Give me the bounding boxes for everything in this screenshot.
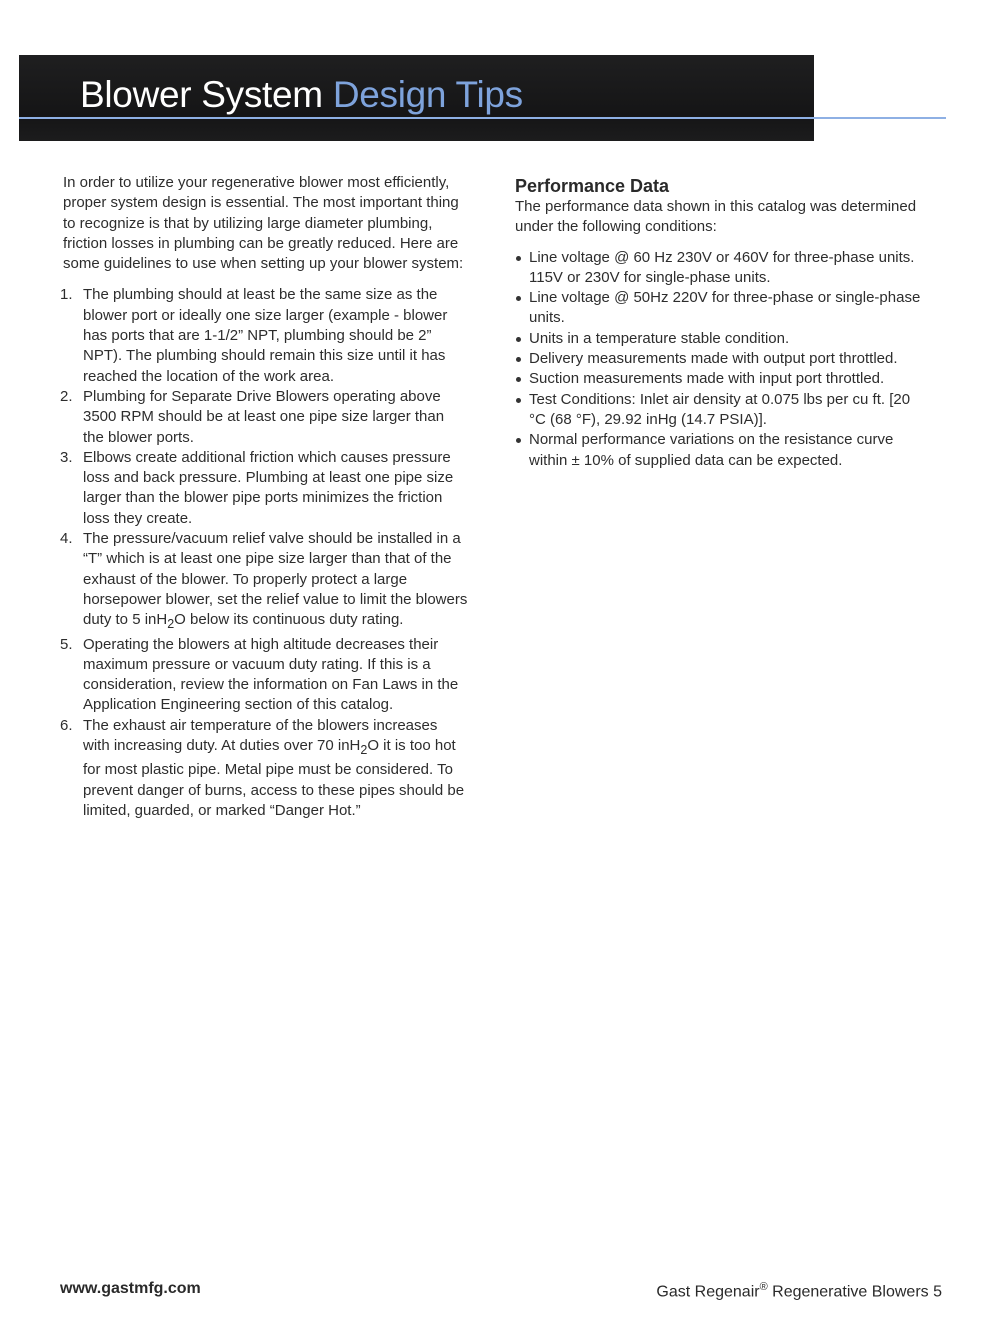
design-tips-column xyxy=(60,173,468,821)
condition-item xyxy=(515,349,925,369)
guideline-number: 2. xyxy=(60,387,73,405)
performance-intro: The performance data shown in this catalog was determined under the following conditions: xyxy=(515,198,917,236)
guideline-number: 6. xyxy=(60,716,73,734)
condition-text: Line voltage @ 50Hz 220V for three-phase or single-phase units. xyxy=(529,289,921,327)
footer-brand xyxy=(656,1281,942,1301)
performance-heading: Performance Data xyxy=(515,176,670,196)
guideline-text-cont: O it is too hot for most plastic pipe. Metal pipe must be considered. To prevent danger of burns, access to these pipes should be limited, guarded, or marked “Danger Hot.” xyxy=(83,737,465,819)
guideline-number: 4. xyxy=(60,530,73,548)
condition-item xyxy=(515,430,925,471)
subscript: 2 xyxy=(360,743,368,758)
guideline-item xyxy=(60,716,468,821)
intro-paragraph: In order to utilize your regenerative blower most efficiently, proper system design is essential. The most important thing to recognize is that by utilizing large diameter plumbing, friction losses in plumbing can be greatly reduced. Here are some guidelines to use when setting up your blower system: xyxy=(63,174,464,273)
condition-text: Suction measurements made with input port throttled. xyxy=(529,370,885,388)
guideline-text: Plumbing for Separate Drive Blowers operating above 3500 RPM should be at least one pipe size larger than the blower ports. xyxy=(83,387,445,446)
guideline-number: 3. xyxy=(60,448,73,466)
guideline-text: The pressure/vacuum relief valve should be installed in a “T” which is at least one pipe size larger than that of the exhaust of the blower. To properly protect a large horsepower blower, set the relief value to limit the blowers duty to 5 inH xyxy=(83,530,468,629)
bullet-icon xyxy=(516,337,521,342)
bullet-icon xyxy=(516,357,521,362)
footer-brand-name: Gast Regenair xyxy=(656,1283,760,1301)
condition-item xyxy=(515,369,925,389)
bullet-icon xyxy=(516,256,521,261)
conditions-list xyxy=(515,248,925,471)
condition-text: Units in a temperature stable condition. xyxy=(529,329,790,347)
guidelines-list xyxy=(60,285,468,821)
guideline-item xyxy=(60,387,468,448)
condition-text: Line voltage @ 60 Hz 230V or 460V for three-phase units. 115V or 230V for single-phase units. xyxy=(529,248,915,286)
performance-column xyxy=(515,175,925,471)
condition-text: Delivery measurements made with output port throttled. xyxy=(529,350,898,368)
footer-page-label: Regenerative Blowers 5 xyxy=(767,1283,942,1301)
subscript: 2 xyxy=(167,617,175,632)
guideline-text-cont: O below its continuous duty rating. xyxy=(174,611,404,629)
guideline-text: Elbows create additional friction which causes pressure loss and back pressure. Plumbing at least one pipe size larger than the blower pipe ports minimizes the friction loss they create. xyxy=(83,448,454,527)
guideline-text: The plumbing should at least be the same size as the blower port or ideally one size larger (example - blower has ports that are 1-1/2” NPT, plumbing should be 2” NPT). The plumbing should remain this size until it has reached the location of the work area. xyxy=(83,286,448,385)
page-title-accent: Design Tips xyxy=(332,74,523,115)
guideline-item xyxy=(60,448,468,529)
condition-item xyxy=(515,390,925,431)
header-rule xyxy=(19,117,946,119)
guideline-text: The exhaust air temperature of the blowers increases with increasing duty. At duties over 70 inH xyxy=(83,716,438,755)
condition-item xyxy=(515,288,925,329)
guideline-item xyxy=(60,529,468,634)
page-title xyxy=(80,74,523,116)
bullet-icon xyxy=(516,438,521,443)
guideline-item xyxy=(60,285,468,386)
page-title-plain: Blower System xyxy=(80,74,333,115)
guideline-item xyxy=(60,635,468,716)
footer-website: www.gastmfg.com xyxy=(60,1280,201,1297)
condition-item xyxy=(515,248,925,289)
guideline-text: Operating the blowers at high altitude decreases their maximum pressure or vacuum duty rating. If this is a consideration, review the information on Fan Laws in the Application Engineering section of this catalog. xyxy=(83,635,459,714)
condition-text: Test Conditions: Inlet air density at 0.075 lbs per cu ft. [20 °C (68 °F), 29.92 inHg (14.7 PSIA)]. xyxy=(529,390,911,428)
bullet-icon xyxy=(516,398,521,403)
bullet-icon xyxy=(516,377,521,382)
condition-text: Normal performance variations on the resistance curve within ± 10% of supplied data can be expected. xyxy=(529,431,894,469)
condition-item xyxy=(515,329,925,349)
guideline-number: 5. xyxy=(60,635,73,653)
registered-mark: ® xyxy=(759,1281,768,1293)
guideline-number: 1. xyxy=(60,286,73,304)
bullet-icon xyxy=(516,296,521,301)
